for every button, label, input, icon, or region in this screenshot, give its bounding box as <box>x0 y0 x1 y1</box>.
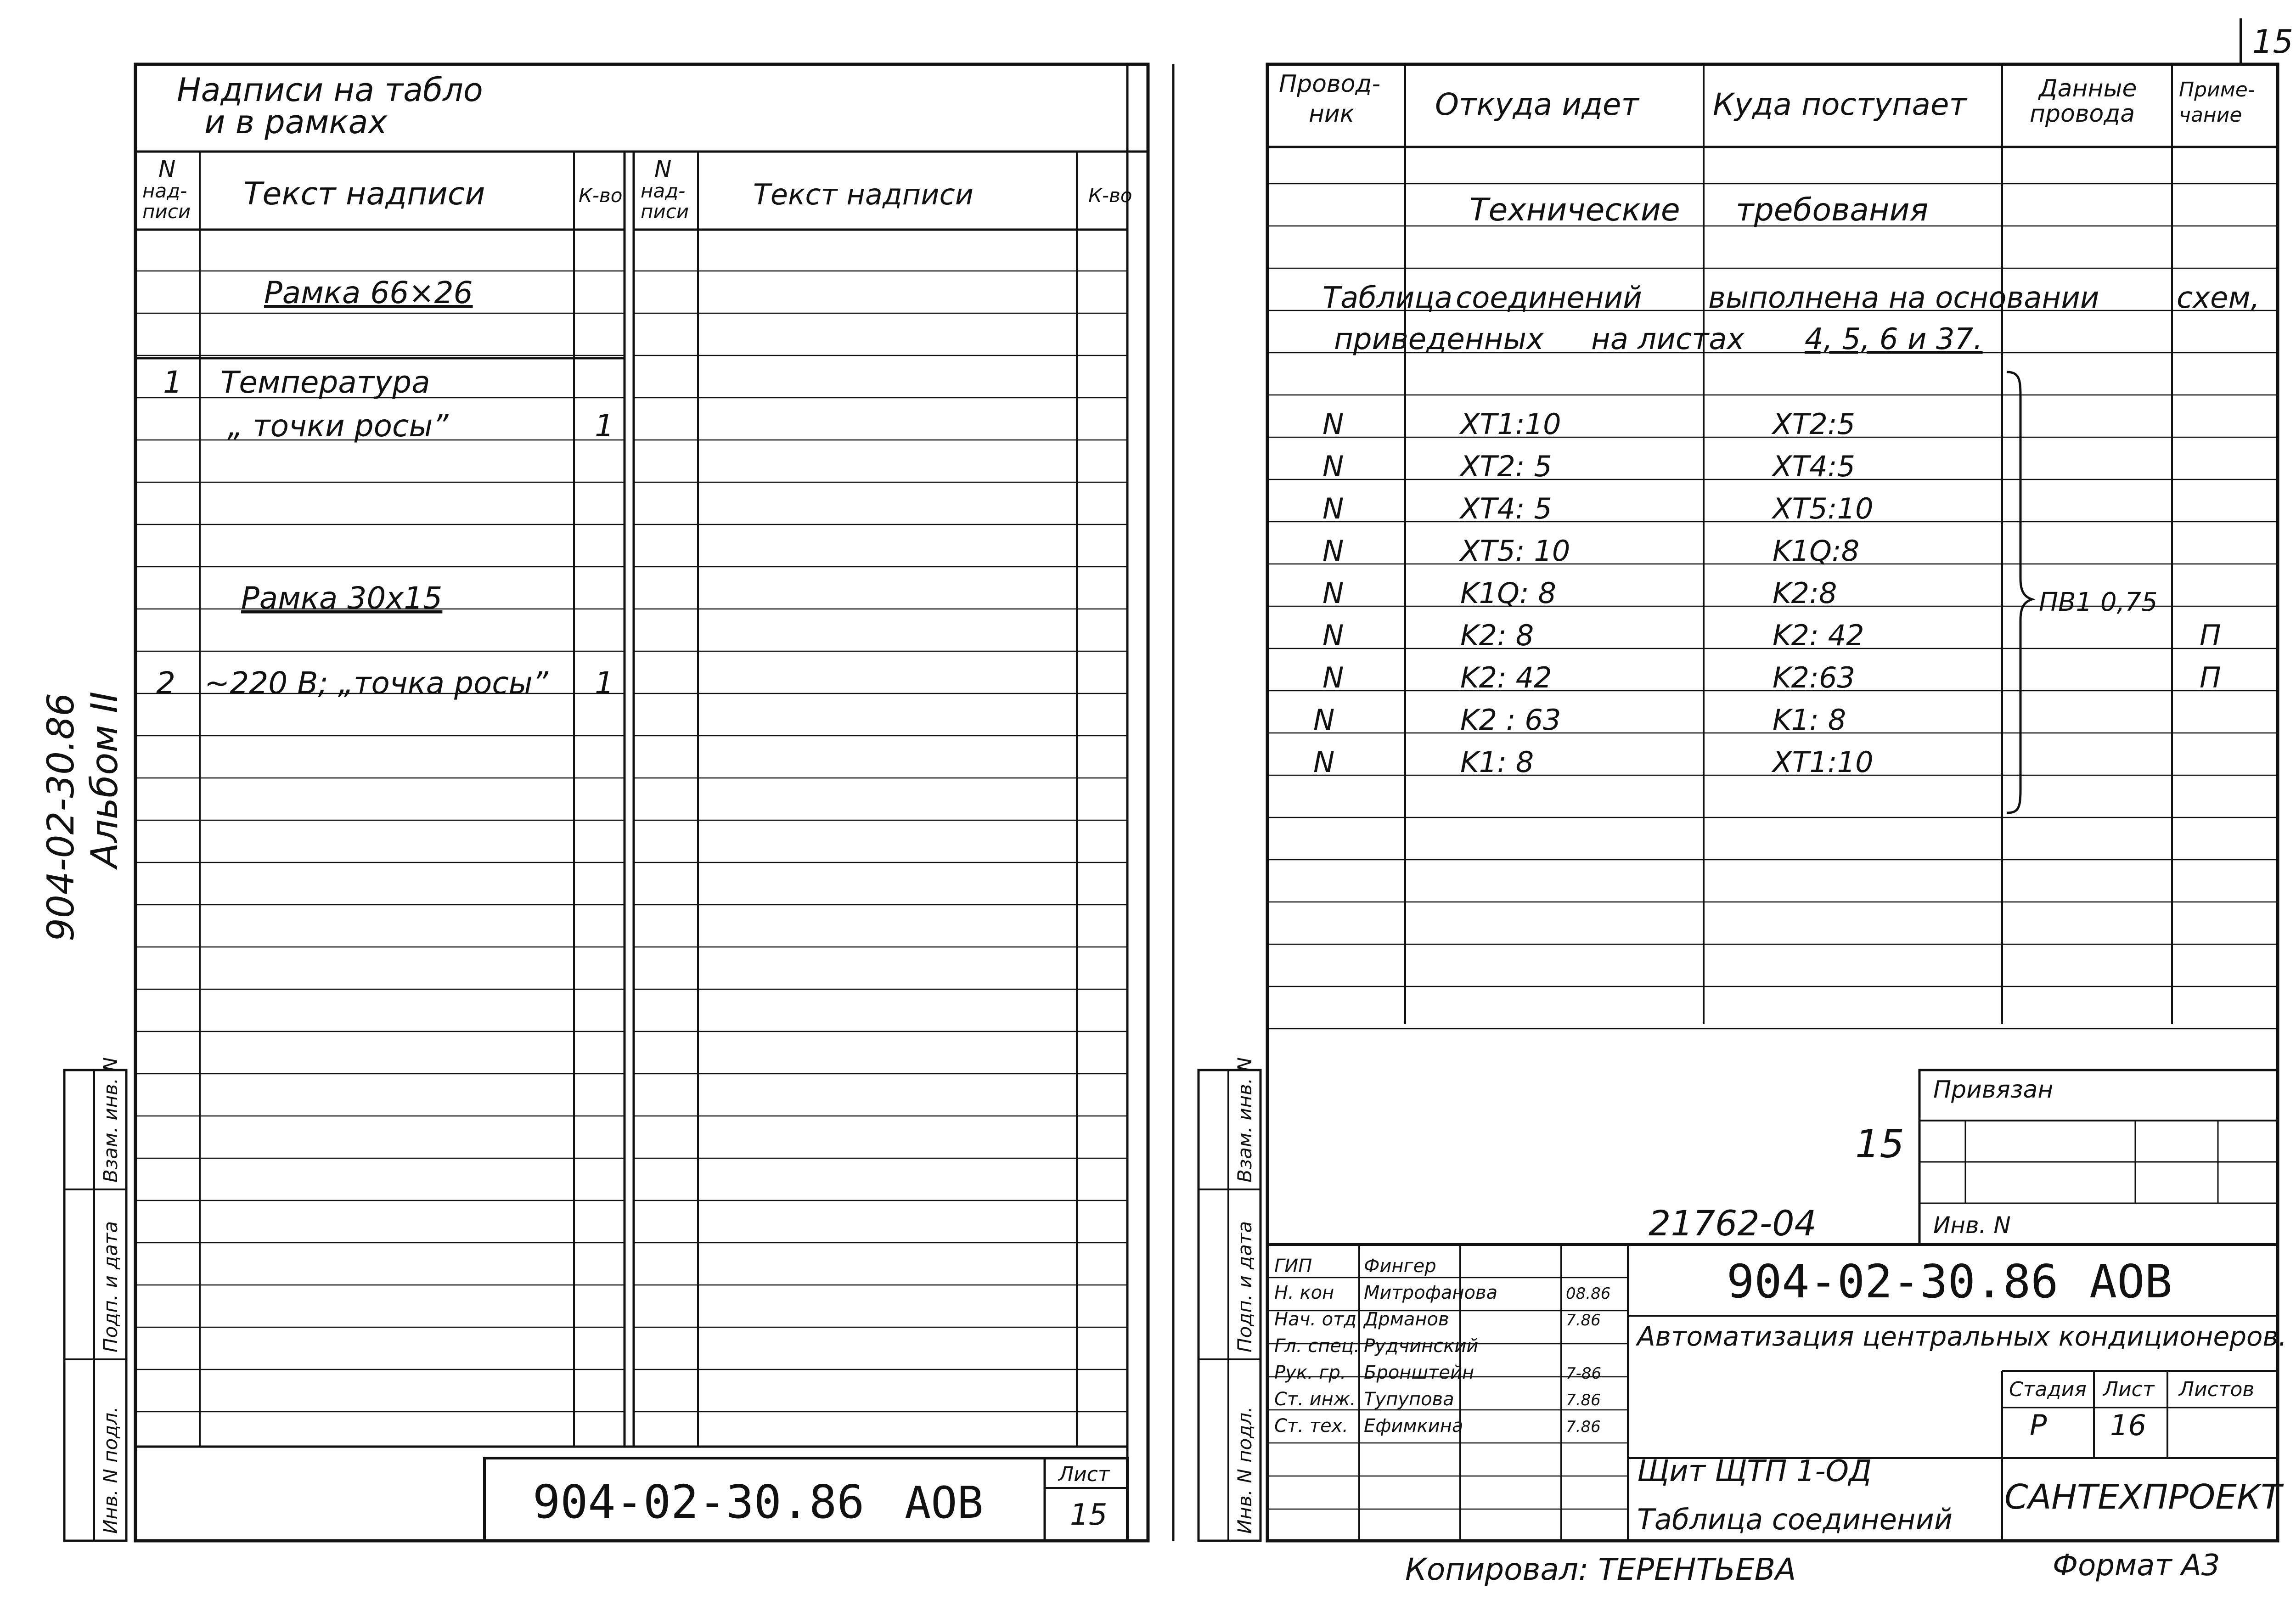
title-person-date: 7-86 <box>1566 1364 1602 1383</box>
document-name: Таблица соединений <box>1637 1503 1953 1536</box>
col2-num-header-1: N <box>654 156 672 182</box>
sheet-label: Лист <box>2103 1378 2155 1401</box>
connection-from: K2: 8 <box>1460 619 1534 652</box>
connection-wire: N <box>1322 407 1344 441</box>
sheet-value: 16 <box>2110 1408 2146 1442</box>
connection-to: XT5:10 <box>1773 492 1874 525</box>
connection-wire: N <box>1322 661 1344 694</box>
connection-to: XT4:5 <box>1773 450 1856 483</box>
title-person-name: Ефимкина <box>1364 1415 1463 1437</box>
organization-name: САНТЕХПРОЕКТ <box>2004 1477 2282 1517</box>
order-number: 21762-04 <box>1649 1203 1817 1244</box>
album-volume-side: Альбом II <box>83 691 126 868</box>
row-2-text: ~220 В; „точка росы” <box>204 665 548 701</box>
row-frame-66x26: Рамка 66×26 <box>264 275 473 310</box>
album-code-side: 904-02-30.86 <box>39 693 82 941</box>
connection-wire: N <box>1322 534 1344 568</box>
note-line1-a: Таблица <box>1322 281 1453 315</box>
paper-format: Формат А3 <box>2053 1549 2220 1583</box>
title-person-name: Фингер <box>1364 1256 1436 1277</box>
copied-by: Копировал: ТЕРЕНТЬЕВА <box>1405 1552 1796 1587</box>
left-side-inv-label: Инв. N подл. <box>99 1406 122 1534</box>
connection-to: XT2:5 <box>1773 407 1856 441</box>
left-side-replace-label: Взам. инв. N <box>99 1057 122 1183</box>
row-1b-qty: 1 <box>595 408 614 444</box>
title-person-date: 7.86 <box>1566 1391 1601 1409</box>
right-side-sign-label: Подп. и дата <box>1233 1221 1256 1352</box>
number-15-mark: 15 <box>1855 1121 1904 1166</box>
title-person-name: Дрманов <box>1364 1309 1449 1330</box>
col2-num-header-2: над- <box>641 180 686 202</box>
left-heading-line2: и в рамках <box>204 103 387 141</box>
tech-req-word2: требования <box>1736 192 1929 228</box>
col-data-header-2: провода <box>2030 100 2135 128</box>
connection-from: K1: 8 <box>1460 745 1534 779</box>
row-1-num: 1 <box>163 365 182 400</box>
col2-text-header: Текст надписи <box>753 178 974 211</box>
col-note-header-2: чание <box>2179 103 2242 127</box>
col-to-header: Куда поступает <box>1713 87 1967 122</box>
connection-wire: N <box>1322 576 1344 610</box>
col-text-header: Текст надписи <box>243 176 485 212</box>
title-person-role: Гл. спец. <box>1274 1335 1360 1357</box>
left-stamp-code: 904-02-30.86 <box>533 1475 865 1529</box>
col-note-header-1: Приме- <box>2179 78 2255 101</box>
page-number: 15 <box>2252 23 2294 61</box>
connection-note: П <box>2200 661 2221 694</box>
col-wire-header-1: Провод- <box>1279 70 1381 98</box>
tech-req-word1: Технические <box>1469 192 1680 228</box>
title-person-role: Нач. отд <box>1274 1309 1357 1330</box>
title-person-role: Н. кон <box>1274 1282 1334 1303</box>
row-frame-30x15: Рамка 30х15 <box>241 580 443 616</box>
title-person-name: Митрофанова <box>1364 1282 1498 1303</box>
left-stamp-sheet-label: Лист <box>1058 1463 1110 1486</box>
left-sheet <box>64 64 1148 1541</box>
row-1-text: Температура <box>220 365 430 400</box>
inscription-table-2 <box>634 152 1127 1447</box>
col-wire-header-2: ник <box>1309 100 1355 128</box>
row-2-qty: 1 <box>595 665 614 701</box>
col-num-header-3: писи <box>142 200 191 223</box>
col2-qty-header: К-во <box>1088 184 1132 207</box>
title-person-role: Ст. инж. <box>1274 1389 1356 1410</box>
connection-wire: N <box>1322 619 1344 652</box>
connection-wire: N <box>1313 703 1335 737</box>
connection-from: XT1:10 <box>1460 407 1561 441</box>
connection-wire: N <box>1313 745 1335 779</box>
note-line1-b: соединений <box>1456 281 1642 315</box>
connection-to: XT1:10 <box>1773 745 1874 779</box>
privyazan-label: Привязан <box>1933 1076 2054 1104</box>
connection-from: XT4: 5 <box>1460 492 1552 525</box>
col2-num-header-3: писи <box>641 200 689 223</box>
note-line1-c: выполнена на основании <box>1708 281 2099 315</box>
title-person-name: Бронштейн <box>1364 1362 1474 1383</box>
col-data-header-1: Данные <box>2039 75 2137 102</box>
note-line2-b: на листах <box>1591 322 1745 356</box>
left-stamp-suffix: АОВ <box>905 1478 984 1528</box>
col-num-header-2: над- <box>142 180 187 202</box>
connection-to: K2:63 <box>1773 661 1855 694</box>
inscription-table-1 <box>135 152 625 1447</box>
title-person-role: Ст. тех. <box>1274 1415 1348 1437</box>
connection-to: K2: 42 <box>1773 619 1864 652</box>
stage-value: Р <box>2030 1408 2047 1442</box>
connection-wire: N <box>1322 492 1344 525</box>
connection-to: K2:8 <box>1773 576 1837 610</box>
col-from-header: Откуда идет <box>1435 87 1639 122</box>
row-2-num: 2 <box>156 665 175 701</box>
row-1b-text: „ точки росы” <box>227 408 449 444</box>
title-person-date: 08.86 <box>1566 1285 1611 1303</box>
title-person-name: Рудчинский <box>1364 1335 1479 1357</box>
left-stamp-sheet-number: 15 <box>1070 1498 1108 1532</box>
left-side-sign-label: Подп. и дата <box>99 1221 122 1352</box>
privyazan-grid <box>1919 1121 2278 1203</box>
title-suffix: АОВ <box>2089 1255 2172 1308</box>
connection-to: K1Q:8 <box>1773 534 1860 568</box>
note-line2-a: приведенных <box>1334 322 1544 356</box>
title-person-date: 7.86 <box>1566 1418 1601 1436</box>
title-person-role: ГИП <box>1274 1256 1312 1277</box>
object-name: Щит ЩТП 1-ОД <box>1637 1454 1872 1488</box>
title-code: 904-02-30.86 <box>1727 1255 2059 1308</box>
wire-group-brace <box>2007 372 2032 813</box>
connection-note: П <box>2200 619 2221 652</box>
note-line1-d: схем, <box>2177 281 2260 315</box>
note-line2-c: 4, 5, 6 и 37. <box>1805 322 1983 356</box>
title-person-date: 7.86 <box>1566 1311 1601 1330</box>
col-qty-header: К-во <box>579 184 623 207</box>
connection-to: K1: 8 <box>1773 703 1846 737</box>
connection-wire: N <box>1322 450 1344 483</box>
title-person-role: Рук. гр. <box>1274 1362 1346 1383</box>
wire-data-label: ПВ1 0,75 <box>2039 587 2158 617</box>
connection-from: K2: 42 <box>1460 661 1552 694</box>
inv-label: Инв. N <box>1933 1212 2011 1239</box>
sheets-label: Листов <box>2179 1378 2255 1401</box>
title-person-name: Тупупова <box>1364 1389 1454 1410</box>
connection-from: XT5: 10 <box>1460 534 1570 568</box>
right-side-replace-label: Взам. инв. N <box>1233 1057 1256 1183</box>
right-side-inv-label: Инв. N подл. <box>1233 1406 1256 1534</box>
connection-from: K1Q: 8 <box>1460 576 1556 610</box>
col-num-header-1: N <box>158 156 176 182</box>
stage-label: Стадия <box>2009 1378 2087 1401</box>
connection-from: K2 : 63 <box>1460 703 1561 737</box>
left-heading-line1: Надписи на табло <box>177 71 483 109</box>
connection-from: XT2: 5 <box>1460 450 1552 483</box>
title-project: Автоматизация центральных кондиционеров. <box>1637 1321 2287 1352</box>
